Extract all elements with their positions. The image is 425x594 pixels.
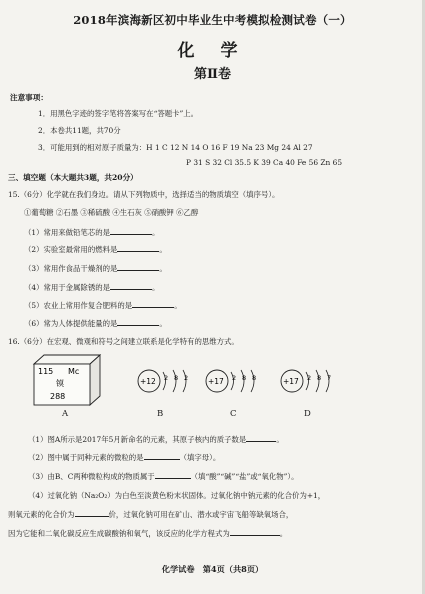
page-footer: 化学试卷 第4页（共8页） bbox=[161, 564, 264, 574]
q16-sub-1: （1）图A所示是2017年5月新命名的元素，其原子核内的质子数是 。 bbox=[28, 435, 284, 444]
figure-label-a: A bbox=[62, 409, 69, 419]
figure-label-d: D bbox=[304, 409, 311, 419]
q15-options: ①葡萄糖 ②石墨 ③稀硫酸 ④生石灰 ⑤硝酸钾 ⑥乙醇 bbox=[24, 208, 199, 217]
exam-title: 2018年滨海新区初中毕业生中考模拟检测试卷（一） bbox=[73, 13, 352, 27]
section-heading: 三、填空题（本大题共3题，共20分） bbox=[8, 173, 138, 182]
q15-stem: 15.（6分）化学就在我们身边。请从下列物质中，选择适当的物质填空（填序号）。 bbox=[8, 190, 280, 199]
atom-diagram-b bbox=[135, 363, 197, 399]
q16-stem: 16.（6分）在宏观、微观和符号之间建立联系是化学特有的思维方式。 bbox=[8, 337, 239, 346]
note-item: 3．可能用到的相对原子质量为：H 1 C 12 N 14 O 16 F 19 Na 23 Mg 24 Al 27 bbox=[38, 143, 313, 152]
svg-text:+17: +17 bbox=[283, 377, 299, 386]
svg-text:2: 2 bbox=[232, 374, 237, 382]
svg-text:2: 2 bbox=[184, 374, 189, 382]
note-item: 1．用黑色字迹的签字笔将答案写在“答题卡”上。 bbox=[38, 109, 199, 118]
svg-text:2: 2 bbox=[164, 374, 169, 382]
element-number: 115 bbox=[38, 367, 54, 376]
subject-title: 化 学 bbox=[177, 41, 248, 61]
atom-diagram-d bbox=[278, 363, 340, 399]
notes-heading: 注意事项： bbox=[10, 93, 48, 102]
atom-diagram-c bbox=[203, 363, 265, 399]
svg-text:7: 7 bbox=[327, 374, 332, 382]
figure-label-b: B bbox=[157, 409, 164, 419]
volume-title: 第Ⅱ卷 bbox=[194, 67, 231, 82]
element-mass: 288 bbox=[50, 392, 66, 401]
svg-text:8: 8 bbox=[242, 374, 247, 382]
svg-text:2: 2 bbox=[307, 374, 312, 382]
q15-item: （3）常用作食品干燥剂的是 。 bbox=[24, 264, 167, 273]
q16-sub-3: （3）由B、C两种微粒构成的物质属于 （填“酸”“碱”“盐”或“氧化物”）。 bbox=[28, 472, 299, 481]
svg-text:8: 8 bbox=[174, 374, 179, 382]
q15-item: （2）实验室最常用的燃料是 。 bbox=[24, 245, 167, 254]
q15-item: （5）农业上常用作复合肥料的是 。 bbox=[24, 301, 182, 310]
q16-sub-2: （2）图中属于同种元素的微粒的是 （填字母）。 bbox=[28, 453, 221, 462]
element-symbol: Mc bbox=[68, 367, 80, 376]
q15-item: （4）常用于金属除锈的是 。 bbox=[24, 283, 160, 292]
q16-sub-4-line3: 因为它能和二氧化碳反应生成碳酸钠和氧气，该反应的化学方程式为 。 bbox=[8, 529, 288, 538]
element-card-figure bbox=[30, 352, 110, 410]
q16-sub-4-line2: 则氧元素的化合价为 价，过氧化钠可用在矿山、潜水或宇宙飞船等缺氧场合， bbox=[8, 510, 294, 519]
q15-item: （6）常为人体提供能量的是 。 bbox=[24, 319, 167, 328]
figure-label-c: C bbox=[230, 409, 237, 419]
q15-item: （1）常用来做铅笔芯的是 。 bbox=[24, 228, 160, 237]
svg-text:8: 8 bbox=[252, 374, 257, 382]
note-item: P 31 S 32 Cl 35.5 K 39 Ca 40 Fe 56 Zn 65 bbox=[186, 158, 343, 167]
svg-text:+12: +12 bbox=[140, 377, 156, 386]
note-item: 2．本卷共11题，共70分 bbox=[38, 126, 121, 135]
q16-sub-4-line1: （4）过氧化钠（Na₂O₂）为白色至淡黄色粉末状固体。过氧化钠中钠元素的化合价为+1， bbox=[28, 491, 326, 500]
svg-text:8: 8 bbox=[317, 374, 322, 382]
svg-text:+17: +17 bbox=[208, 377, 224, 386]
element-name: 镆 bbox=[56, 379, 64, 388]
